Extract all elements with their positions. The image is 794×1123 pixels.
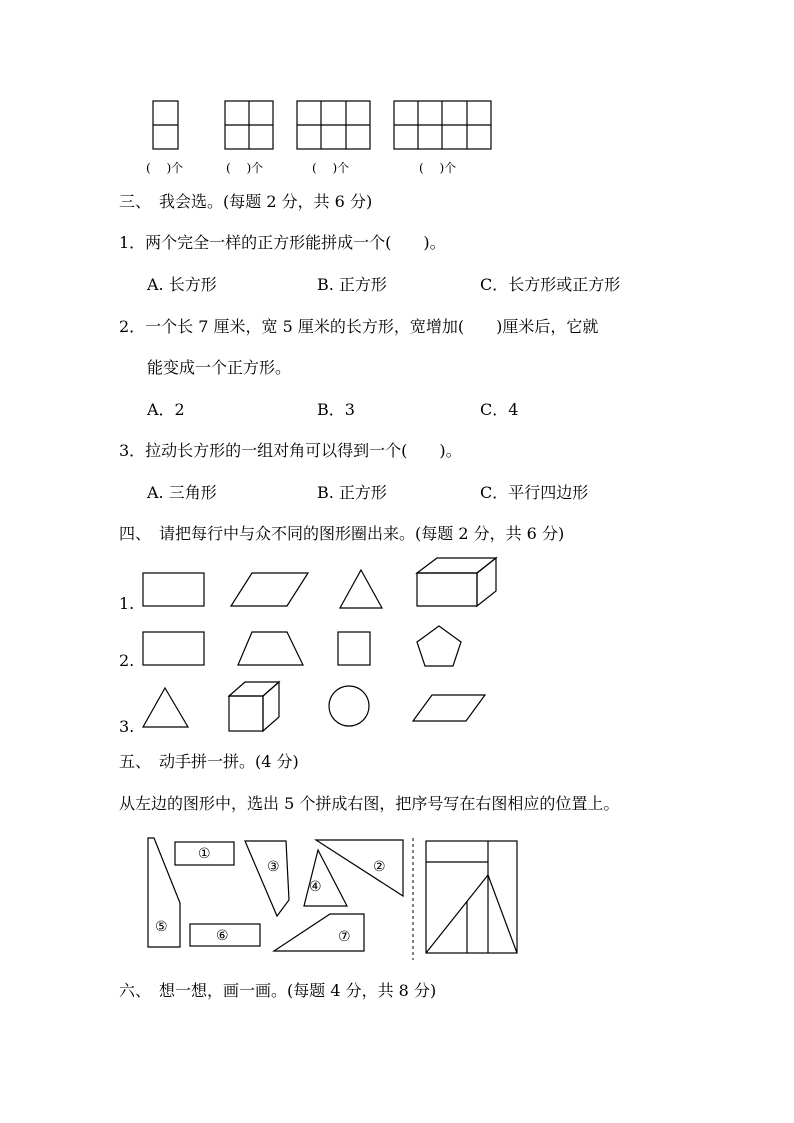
piece-2 [316,840,403,896]
grid-blank-3[interactable]: ( )个 [312,161,350,175]
q2-option-a[interactable]: A．2 [147,400,185,419]
grid-blank-4[interactable]: ( )个 [419,161,457,175]
section-6-title: 六、 想一想，画一画。(每题 4 分，共 8 分) [119,981,437,1000]
rectangle-shape [143,632,204,665]
piece-label-3: ③ [267,859,280,875]
circle-shape [329,686,369,726]
parallelogram-shape [231,573,308,606]
row1-shapes [143,558,496,608]
row-1-label: 1. [119,594,135,613]
q3-option-c[interactable]: C．平行四边形 [480,483,589,502]
row-2-label: 2. [119,651,135,670]
grid-2x2 [225,101,273,149]
grid-4x2 [394,101,491,149]
piece-label-5: ⑤ [155,919,168,935]
q2-option-c[interactable]: C．4 [480,400,519,419]
grid-3x2 [297,101,370,149]
target-figure [426,841,517,953]
q1-option-c[interactable]: C．长方形或正方形 [480,275,621,294]
section-4-title: 四、 请把每行中与众不同的图形圈出来。(每题 2 分，共 6 分) [119,524,565,543]
parallelogram-shape [413,695,485,721]
grid-1x2 [153,101,178,149]
rectangle-shape [143,573,204,606]
q2-stem-line2: 能变成一个正方形。 [147,358,292,377]
triangle-shape [143,688,188,727]
section-5-instruction: 从左边的图形中，选出 5 个拼成右图，把序号写在右图相应的位置上。 [119,794,620,813]
row2-shapes [143,626,461,666]
piece-label-7: ⑦ [338,929,351,945]
section-3-title: 三、 我会选。(每题 2 分，共 6 分) [119,192,373,211]
q2-stem-line1: 2．一个长 7 厘米，宽 5 厘米的长方形，宽增加( )厘米后，它就 [119,317,599,336]
trapezoid-shape [238,632,303,665]
triangle-shape [340,570,382,608]
square-shape [338,632,370,665]
pentagon-shape [417,626,461,666]
piece-label-1: ① [198,846,211,862]
piece-label-2: ② [373,859,386,875]
cube-shape [229,682,279,731]
piece-label-6: ⑥ [216,928,229,944]
grid-blank-2[interactable]: ( )个 [226,161,264,175]
q3-option-a[interactable]: A. 三角形 [147,483,217,502]
piece-label-4: ④ [309,879,322,895]
q1-option-b[interactable]: B. 正方形 [317,275,387,294]
row-3-label: 3. [119,717,135,736]
q3-option-b[interactable]: B. 正方形 [317,483,387,502]
cuboid-shape [417,558,496,606]
q2-option-b[interactable]: B．3 [317,400,355,419]
q1-stem: 1．两个完全一样的正方形能拼成一个( )。 [119,233,446,252]
section-5-title: 五、 动手拼一拼。(4 分) [119,752,299,771]
q1-option-a[interactable]: A. 长方形 [147,275,217,294]
tangram-pieces [148,838,403,951]
row3-shapes [143,682,485,731]
piece-3 [245,841,289,916]
grid-blank-1[interactable]: ( )个 [146,161,184,175]
q3-stem: 3．拉动长方形的一组对角可以得到一个( )。 [119,441,462,460]
